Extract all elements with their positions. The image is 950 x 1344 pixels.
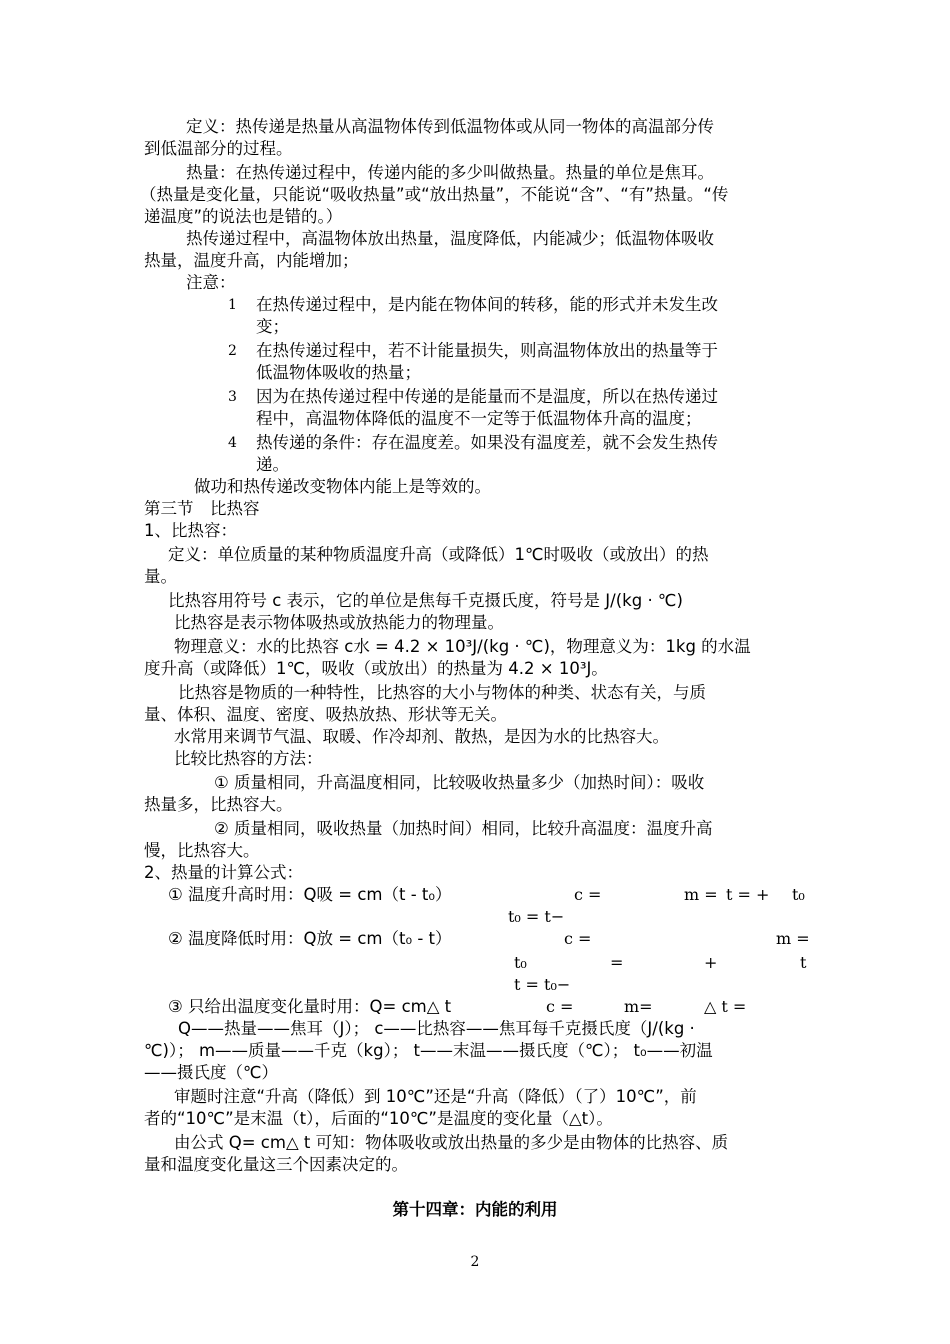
text-line: 比热容是物质的一种特性，比热容的大小与物体的种类、状态有关，与质 [178,683,706,702]
text-line: 比热容是表示物体吸热或放热能力的物理量。 [174,613,504,632]
text-line: ② 质量相同，吸收热量（加热时间）相同，比较升高温度：温度升高 [214,819,713,838]
text-line: 量。 [144,567,177,586]
list-item: 递。 [256,455,289,474]
formula-line: ② 温度降低时用：Q放 = cm（t₀ - t） [168,929,452,948]
formula-fragment: t [800,953,807,972]
formula-fragment: t₀ [514,953,527,972]
text-line: 水常用来调节气温、取暖、作冷却剂、散热，是因为水的比热容大。 [174,727,669,746]
formula-fragment: t₀ = t− [508,907,565,926]
text-line: 热传递过程中，高温物体放出热量，温度降低，内能减少；低温物体吸收 [186,229,714,248]
formula-fragment: t = t₀− [514,975,571,994]
formula-line: ① 温度升高时用：Q吸 = cm（t - t₀） [168,885,452,904]
list-number: 1 [228,297,237,313]
text-line: 由公式 Q= cm△ t 可知：物体吸收或放出热量的多少是由物体的比热容、质 [174,1133,729,1152]
subheading: 2、热量的计算公式： [144,863,303,882]
text-line: 递温度”的说法也是错的。） [144,207,343,226]
text-line: ℃)）； m——质量——千克（kg）； t——末温——摄氏度（℃）； t₀——初温 [144,1041,713,1060]
list-item: 程中，高温物体降低的温度不一定等于低温物体升高的温度； [256,409,702,428]
formula-fragment: m = [776,929,810,948]
text-line: 者的“10℃”是末温（t），后面的“10℃”是温度的变化量（△t）。 [144,1109,613,1128]
formula-fragment: = [610,953,624,972]
text-line: 做功和热传递改变物体内能上是等效的。 [194,477,491,496]
text-line: 定义：单位质量的某种物质温度升高（或降低）1℃时吸收（或放出）的热 [168,545,709,564]
list-number: 2 [228,343,237,359]
text-line: 慢，比热容大。 [144,841,260,860]
subheading: 1、比热容： [144,521,237,540]
text-line: 比较比热容的方法： [174,749,323,768]
list-number: 4 [228,435,237,451]
text-line: ① 质量相同，升高温度相同，比较吸收热量多少（加热时间）：吸收 [214,773,705,792]
formula-fragment: △ t = [704,997,747,1016]
list-item: 因为在热传递过程中传递的是能量而不是温度，所以在热传递过 [256,387,718,406]
list-item: 在热传递过程中，若不计能量损失，则高温物体放出的热量等于 [256,341,718,360]
formula-fragment: c = [574,885,602,904]
text-line: 定义：热传递是热量从高温物体传到低温物体或从同一物体的高温部分传 [186,117,714,136]
list-number: 3 [228,389,237,405]
chapter-title: 第十四章：内能的利用 [392,1200,558,1219]
formula-fragment: + [704,953,718,972]
text-line: 到低温部分的过程。 [144,139,293,158]
formula-fragment: t = + [726,885,770,904]
section-heading: 第三节 比热容 [144,499,260,518]
formula-fragment: t₀ [792,885,805,904]
text-line: 度升高（或降低）1℃，吸收（或放出）的热量为 4.2 × 10³J。 [144,659,608,678]
formula-line: ③ 只给出温度变化量时用：Q= cm△ t [168,997,452,1016]
formula-fragment: c = [564,929,592,948]
page-number: 2 [470,1254,480,1270]
text-line: 注意： [186,273,236,292]
list-item: 热传递的条件：存在温度差。如果没有温度差，就不会发生热传 [256,433,718,452]
text-line: 审题时注意“升高（降低）到 10℃”还是“升高（降低）（了）10℃”，前 [174,1087,697,1106]
text-line: Q——热量——焦耳（J）； c——比热容——焦耳每千克摄氏度（J/(kg · [178,1019,695,1038]
list-item: 变； [256,317,289,336]
text-line: （热量是变化量，只能说“吸收热量”或“放出热量”，不能说“含”、“有”热量。“传 [140,185,729,204]
text-line: 热量，温度升高，内能增加； [144,251,359,270]
list-item: 在热传递过程中，是内能在物体间的转移，能的形式并未发生改 [256,295,718,314]
text-line: 量和温度变化量这三个因素决定的。 [144,1155,408,1174]
text-line: 热量多，比热容大。 [144,795,293,814]
text-line: 比热容用符号 c 表示，它的单位是焦每千克摄氏度，符号是 J/(kg · ℃) [168,591,683,610]
text-line: ——摄氏度（℃） [144,1063,279,1082]
formula-fragment: c = [546,997,574,1016]
formula-fragment: m = [684,885,718,904]
list-item: 低温物体吸收的热量； [256,363,421,382]
text-line: 量、体积、温度、密度、吸热放热、形状等无关。 [144,705,507,724]
text-line: 热量：在热传递过程中，传递内能的多少叫做热量。热量的单位是焦耳。 [186,163,714,182]
text-line: 物理意义：水的比热容 c水 = 4.2 × 10³J/(kg · ℃)，物理意义为：1kg 的水温 [174,637,751,656]
formula-fragment: m= [624,997,653,1016]
